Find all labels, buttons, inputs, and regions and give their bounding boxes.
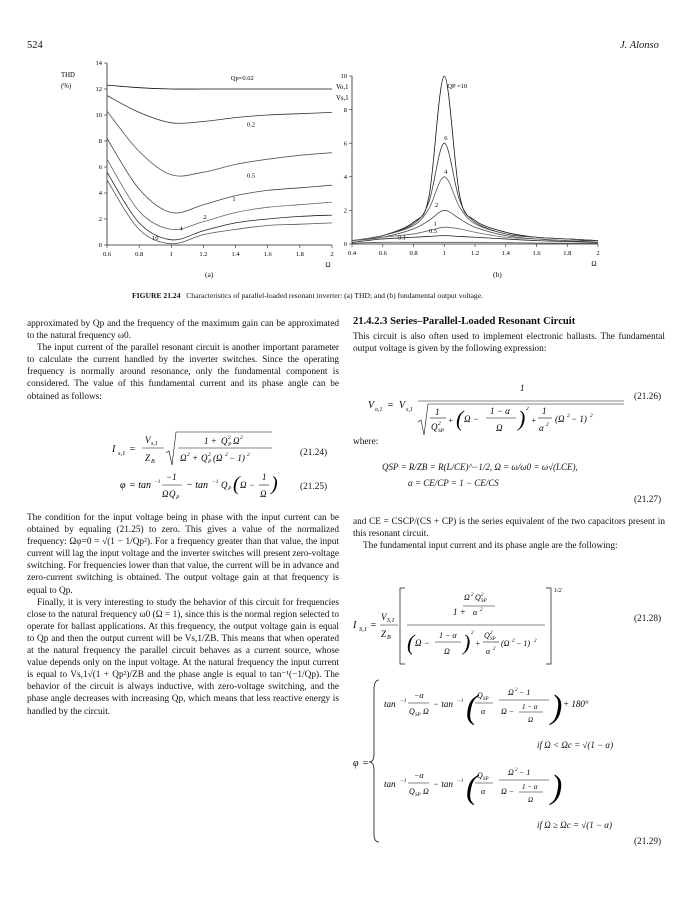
svg-text:Q: Q (484, 631, 490, 640)
svg-text:B: B (387, 635, 391, 641)
x-tick-label: 1.4 (501, 250, 510, 257)
svg-text:α: α (481, 787, 486, 796)
svg-text:(Ω: (Ω (213, 453, 223, 463)
svg-text:− tan: − tan (186, 480, 209, 491)
equation-21-26 (368, 377, 628, 439)
series-label: 0.5 (246, 172, 255, 180)
definition-alpha: α = CE/CP = 1 − CE/CS (408, 478, 499, 488)
series-line-01 (352, 242, 598, 243)
svg-text:−1: −1 (457, 778, 464, 784)
svg-text:1 − α: 1 − α (439, 631, 457, 640)
svg-text:Q: Q (431, 422, 438, 432)
svg-text:−1: −1 (212, 479, 219, 485)
svg-text:−1: −1 (400, 778, 407, 784)
svg-text:− 1: − 1 (519, 688, 531, 697)
svg-text:): ) (518, 406, 526, 431)
y-axis-label: Vo,1 (336, 84, 349, 91)
svg-text:): ) (271, 473, 278, 495)
x-tick-label: 1.2 (470, 250, 480, 257)
y-tick-label: 0 (343, 241, 347, 249)
series-label: 4 (444, 168, 448, 176)
svg-text:o,1: o,1 (375, 407, 383, 413)
eq-number-21-24: (21.24) (300, 448, 328, 458)
svg-text:1: 1 (435, 407, 440, 417)
svg-text:Z: Z (381, 629, 387, 639)
equation-21-28 (353, 578, 593, 670)
svg-text:SP: SP (415, 793, 421, 798)
svg-text:P: P (228, 486, 232, 492)
svg-text:): ) (551, 689, 563, 726)
svg-text:α: α (486, 647, 491, 656)
right-intro: This circuit is also often used to implement electronic ballasts. The fundamental output voltage is given by the following expression: (353, 332, 665, 355)
svg-text:2: 2 (240, 435, 243, 441)
svg-text:− 1): − 1) (516, 639, 531, 648)
svg-text:P: P (228, 442, 232, 448)
x-tick-label: 1.8 (563, 250, 572, 257)
y-tick-label: 8 (343, 106, 347, 114)
svg-text:Q: Q (221, 436, 228, 446)
svg-text:Q: Q (477, 771, 483, 780)
svg-text:2: 2 (247, 452, 250, 458)
left-paragraph-2: The input current of the parallel resonant circuit is another important parameter to calculate the current handled by the inverter switches. Since the operating frequency is normally around resonance, only the fundamental component is considered. The value of this fundamental current and its phase angle can be obtained as follows: (27, 343, 339, 402)
y-axis-label: THD (61, 72, 75, 79)
svg-text:−1: −1 (154, 479, 161, 485)
y-tick-label: 12 (95, 86, 102, 94)
definition-qsp: QSP = R/ZB = R(L/CE)^−1/2, Ω = ω/ω0 = ω√(LCE), (382, 462, 578, 472)
left-paragraph-3: The condition for the input voltage being in phase with the input current can be obtained by equaling (21.25) to zero. This gives a value of the normalized frequency: Ωφ=0 = √(1 − 1/Qp²). For a frequency greater than that value, the input current will lag the input voltage and the inverter switches will present zero-voltage switching. For frequencies lower than that value, the current will be in advance and zero-current switching is obtained. The output voltage gain at that frequency is equal to Qp. (27, 513, 339, 596)
svg-text:=: = (387, 400, 394, 411)
svg-text:Ω: Ω (423, 707, 429, 716)
x-tick-label: 0.6 (378, 250, 387, 257)
svg-text:Q: Q (477, 691, 483, 700)
left-paragraph-4: Finally, it is very interesting to study the behavior of this circuit for frequencies close to the natural frequency ω0 (Ω = 1), since this is the normal region selected to operate for ballast applications. At this frequency, the output voltage gain is equal to Qp and then the output current will be Vs,1/ZB. This means that when operated at the natural frequency the parallel circuit behaves as a current source, whose value depends only on the input voltage. At the natural frequency the input current is equal to Vs,1√(1 + Qp²)/ZB and the phase angle is equal to tan⁻¹(−1/Qp). The behavior of the circuit is always inductive, with zero-voltage switching, and the phase angle decreases with increasing Qp, which means that less reactive energy is handled by the circuit. (27, 597, 339, 717)
svg-text:−1: −1 (166, 472, 177, 482)
svg-text:Z: Z (145, 453, 151, 463)
y-axis-label: Vs,1 (336, 95, 349, 102)
svg-text:2: 2 (546, 422, 549, 428)
x-tick-label: 0.4 (347, 250, 357, 257)
y-tick-label: 4 (98, 190, 102, 198)
svg-text:2: 2 (515, 768, 518, 773)
svg-text:α: α (473, 608, 478, 617)
svg-text:α: α (539, 423, 544, 433)
series-line-05 (107, 111, 332, 176)
svg-text:φ: φ (120, 480, 126, 491)
svg-text:2: 2 (526, 406, 529, 412)
svg-text:− 1: − 1 (519, 768, 531, 777)
svg-text:2: 2 (471, 631, 474, 636)
series-label: 4 (179, 225, 183, 233)
svg-text:=: = (129, 444, 136, 455)
svg-text:Q: Q (169, 489, 176, 499)
where-label: where: (353, 437, 379, 447)
svg-text:I: I (353, 620, 357, 631)
svg-text:Q: Q (221, 480, 228, 490)
svg-text:): ) (551, 769, 563, 806)
svg-text:S,1: S,1 (359, 626, 368, 633)
svg-text:SP: SP (483, 777, 489, 782)
y-tick-label: 2 (343, 207, 347, 215)
caption-label: FIGURE 21.24 (132, 291, 181, 300)
svg-text:φ: φ (353, 758, 359, 769)
y-tick-label: 6 (98, 164, 102, 172)
series-label: Qp=0.02 (230, 74, 254, 82)
chart-output-voltage (330, 62, 620, 282)
right-paragraph-3: The fundamental input current and its phase angle are the following: (363, 541, 618, 552)
svg-text:Ω: Ω (508, 688, 514, 697)
section-heading: 21.4.2.3 Series–Parallel-Loaded Resonant Circuit (353, 316, 576, 327)
series-line-4 (352, 177, 598, 241)
svg-text:−1: −1 (457, 698, 464, 704)
svg-text:1: 1 (542, 406, 547, 416)
svg-text:(: ( (466, 769, 478, 806)
y-tick-label: 10 (340, 73, 347, 81)
svg-text:Ω: Ω (423, 787, 429, 796)
series-label: 1 (433, 220, 437, 228)
svg-text:2: 2 (471, 593, 474, 598)
x-tick-label: 0.8 (135, 251, 144, 258)
svg-text:=: = (370, 620, 377, 631)
x-tick-label: 1 (442, 250, 446, 257)
svg-text:2: 2 (481, 593, 484, 598)
svg-text:(: ( (233, 473, 240, 495)
y-tick-label: 4 (343, 174, 347, 181)
svg-text:− 1): − 1) (229, 453, 245, 463)
chart-thd (55, 55, 350, 280)
svg-text:2: 2 (515, 688, 518, 693)
svg-text:1: 1 (520, 383, 525, 393)
equation-21-25 (120, 468, 300, 504)
series-label: 0.5 (428, 228, 437, 236)
svg-text:2: 2 (187, 452, 190, 458)
y-tick-label: 6 (343, 140, 347, 148)
svg-text:Q: Q (475, 593, 481, 602)
left-paragraph-1: approximated by Qp and the frequency of the maximum gain can be approximated to the natural frequency ω0. (27, 319, 339, 342)
y-tick-label: 10 (95, 112, 102, 120)
svg-text:tan: tan (384, 779, 396, 789)
x-tick-label: 0.6 (102, 251, 112, 258)
svg-text:V: V (368, 400, 375, 411)
x-tick-label: 1.6 (532, 250, 541, 257)
svg-text:SP: SP (481, 599, 487, 604)
svg-text:1 − α: 1 − α (490, 406, 510, 416)
x-axis-label: Ω (591, 260, 597, 268)
x-tick-label: 1.8 (295, 251, 304, 258)
x-tick-label: 1 (169, 251, 173, 258)
left-column-top (27, 318, 339, 403)
svg-text:SP: SP (415, 713, 421, 718)
svg-text:2: 2 (567, 413, 570, 419)
series-line-10 (107, 180, 332, 244)
svg-text:SP: SP (483, 697, 489, 702)
svg-text:s,1: s,1 (118, 450, 126, 457)
svg-text:+: + (448, 416, 454, 425)
condition-2: if Ω ≥ Ωc = √(1 − α) (537, 820, 613, 830)
svg-text:SP: SP (490, 637, 496, 642)
svg-text:−α: −α (414, 691, 424, 700)
svg-text:P: P (208, 459, 212, 465)
series-line-QP10 (352, 76, 598, 241)
svg-text:2: 2 (438, 421, 441, 427)
x-tick-label: 1.4 (231, 251, 240, 258)
svg-text:I: I (112, 444, 116, 455)
series-line-02 (107, 96, 332, 124)
svg-text:V: V (399, 400, 406, 411)
svg-text:−1: −1 (400, 698, 407, 704)
eq-number-21-29: (21.29) (634, 837, 662, 847)
svg-text:(: ( (407, 630, 415, 655)
svg-text:α: α (481, 707, 486, 716)
svg-text:2: 2 (225, 452, 228, 458)
y-tick-label: 8 (98, 138, 102, 146)
svg-text:(Ω: (Ω (555, 414, 565, 424)
svg-text:= tan: = tan (129, 480, 152, 491)
y-tick-label: 2 (98, 216, 102, 224)
x-axis-label: Ω (325, 261, 331, 269)
left-column-bottom (27, 512, 339, 718)
svg-text:Ω: Ω (162, 489, 169, 499)
svg-text:Ω: Ω (260, 489, 267, 499)
eq-number-21-26: (21.26) (634, 392, 662, 402)
svg-text:+ 180°: + 180° (563, 699, 589, 709)
y-tick-label: 14 (95, 60, 102, 68)
svg-text:B: B (151, 459, 155, 465)
series-line-2 (107, 159, 332, 229)
svg-text:Ω: Ω (180, 453, 187, 463)
svg-text:2: 2 (590, 413, 593, 419)
svg-text:Q: Q (409, 787, 415, 796)
series-label: 2 (203, 214, 207, 221)
svg-text:s,1: s,1 (151, 441, 158, 447)
svg-text:2: 2 (480, 608, 483, 613)
eq-number-21-28: (21.28) (634, 614, 662, 624)
series-label: 10 (152, 234, 159, 242)
series-line-4 (107, 172, 332, 240)
condition-1: if Ω < Ωc = √(1 − α) (537, 740, 614, 750)
series-line-2 (352, 210, 598, 240)
svg-text:Ω: Ω (496, 423, 503, 433)
svg-text:(: ( (456, 406, 464, 431)
svg-text:tan: tan (384, 699, 396, 709)
svg-text:Ω −: Ω − (501, 787, 515, 796)
svg-text:+: + (475, 639, 481, 648)
svg-text:Ω: Ω (528, 796, 534, 804)
svg-text:1 − α: 1 − α (522, 703, 538, 711)
equation-21-24 (112, 430, 302, 472)
svg-text:Ω −: Ω − (464, 414, 479, 424)
svg-text:1 − α: 1 − α (522, 783, 538, 791)
svg-text:S,1: S,1 (387, 618, 395, 624)
svg-text:V: V (145, 435, 151, 445)
right-paragraphs (353, 516, 665, 552)
series-label: QP =10 (447, 82, 468, 90)
running-author: J. Alonso (620, 40, 659, 51)
svg-text:(: ( (466, 689, 478, 726)
svg-text:(Ω: (Ω (501, 639, 510, 648)
svg-text:Ω: Ω (233, 436, 240, 446)
svg-text:V: V (381, 612, 387, 622)
svg-text:Ω −: Ω − (415, 638, 430, 648)
svg-text:+: + (192, 453, 199, 463)
svg-text:Ω −: Ω − (501, 707, 515, 716)
svg-text:− tan: − tan (433, 699, 453, 709)
svg-text:1: 1 (262, 472, 267, 482)
x-tick-label: 2 (596, 250, 600, 257)
svg-text:+: + (531, 416, 537, 425)
eq-number-21-27: (21.27) (634, 495, 662, 505)
svg-text:− tan: − tan (433, 779, 453, 789)
svg-text:=: = (362, 758, 369, 769)
series-line-6 (352, 143, 598, 240)
right-paragraph-2: and CE = CSCP/(CS + CP) is the series equivalent of the two capacitors present in this resonant circuit. (353, 517, 665, 540)
figure-caption (132, 291, 483, 300)
series-label: 2 (435, 202, 439, 210)
series-label: 1 (232, 195, 236, 203)
svg-text:Ω: Ω (508, 768, 514, 777)
svg-text:): ) (463, 630, 471, 655)
series-label: 0.2 (246, 121, 255, 129)
svg-text:SP: SP (438, 428, 445, 434)
svg-text:− 1): − 1) (571, 414, 587, 424)
svg-text:1 +: 1 + (204, 436, 217, 446)
svg-text:Ω: Ω (528, 716, 534, 724)
x-tick-label: 1.2 (199, 251, 208, 258)
y-tick-label: 0 (98, 242, 102, 250)
svg-text:Q: Q (409, 707, 415, 716)
svg-text:Q: Q (201, 453, 208, 463)
svg-text:Ω: Ω (444, 647, 450, 656)
series-label: 6 (444, 134, 448, 142)
svg-text:2: 2 (534, 639, 537, 644)
svg-text:1 +: 1 + (453, 607, 466, 617)
series-label: 0.1 (398, 234, 407, 242)
x-tick-label: 1.6 (263, 251, 272, 258)
x-tick-label: 0.8 (409, 250, 418, 257)
svg-text:Ω −: Ω − (240, 480, 255, 490)
svg-text:Ω: Ω (464, 593, 470, 602)
svg-text:1/2: 1/2 (554, 588, 562, 594)
panel-a-label: (a) (205, 270, 214, 279)
svg-text:2: 2 (208, 452, 211, 458)
svg-text:2: 2 (490, 631, 493, 636)
series-line-1 (352, 227, 598, 242)
svg-text:s,1: s,1 (406, 407, 413, 413)
series-line-QP002 (107, 85, 332, 89)
svg-text:2: 2 (512, 639, 515, 644)
svg-text:P: P (176, 495, 180, 501)
panel-b-label: (b) (493, 270, 502, 279)
svg-text:2: 2 (493, 647, 496, 652)
page-number: 524 (27, 40, 43, 51)
svg-text:−α: −α (414, 771, 424, 780)
series-line-1 (107, 138, 332, 213)
caption-text: Characteristics of parallel-loaded resonant inverter: (a) THD; and (b) fundamental output voltage. (186, 291, 483, 300)
svg-text:2: 2 (228, 435, 231, 441)
eq-number-21-25: (21.25) (300, 482, 328, 492)
y-axis-label: (%) (61, 83, 72, 90)
x-tick-label: 2 (330, 251, 334, 258)
